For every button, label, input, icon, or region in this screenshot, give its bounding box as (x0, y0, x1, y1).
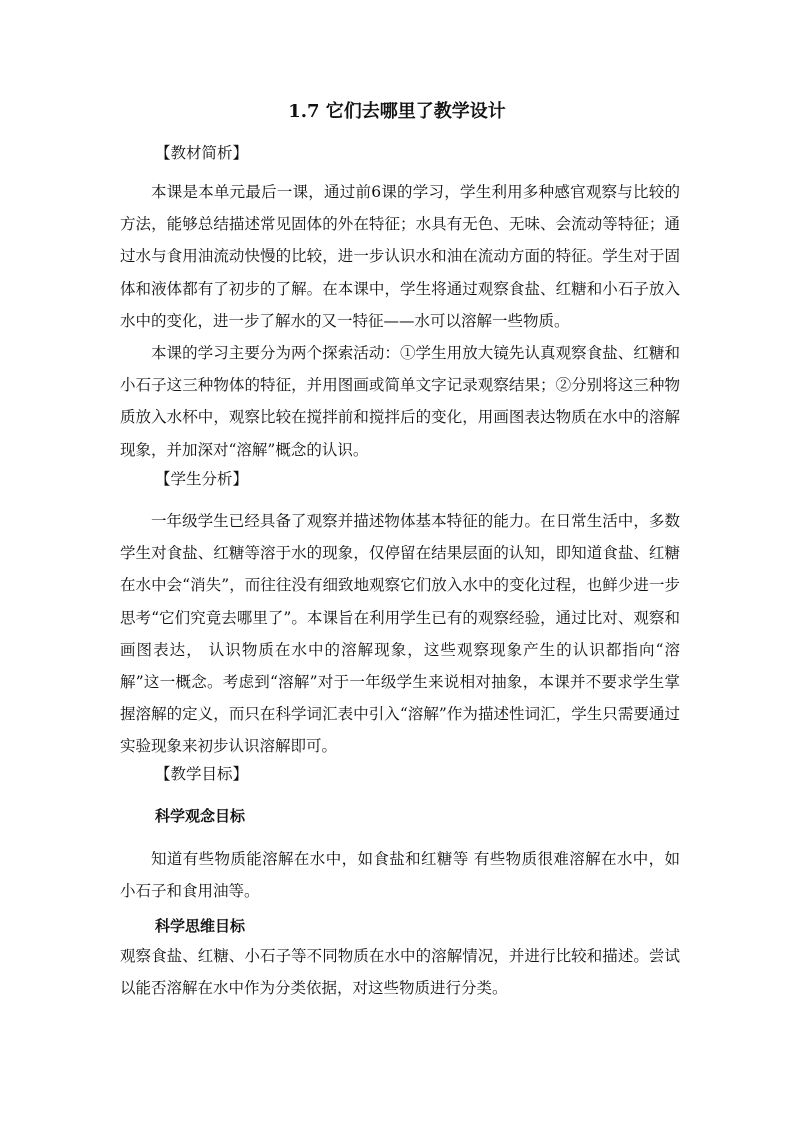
paragraph-text: 知道有些物质能溶解在水中，如食盐和红糖等 有些物质很难溶解在水中，如小石子和食用油等。 (120, 850, 680, 901)
section-heading-material: 【教材简析】 (155, 144, 249, 162)
section-heading-goals: 【教学目标】 (155, 765, 249, 783)
paragraph-text: 本课的学习主要分为两个探索活动：①学生用放大镜先认真观察食盐、红糖和小石子这三种物体的特征，并用图画或简单文字记录观察结果；②分别将这三种物质放入水杯中，观察比较在搅拌前和搅拌后的变化，用画图表达物质在水中的溶解现象，并加深对“溶解”概念的认识。 (120, 344, 680, 459)
paragraph-material-1 (120, 176, 680, 337)
paragraph-concept-goal (120, 843, 680, 907)
paragraph-text: 观察食盐、红糖、小石子等不同物质在水中的溶解情况，并进行比较和描述。尝试以能否溶解在水中作为分类依据，对这些物质进行分类。 (120, 947, 680, 998)
paragraph-text: 一年级学生已经具备了观察并描述物体基本特征的能力。在日常生活中，多数学生对食盐、红糖等溶于水的现象，仅停留在结果层面的认知，即知道食盐、红糖在水中会“消失”，而往往没有细致地观察它们放入水中的变化过程，也鲜少进一步思考“它们究竟去哪里了”。本课旨在利用学生已有的观察经验，通过比对、观察和画图表达， 认识物质在水中的溶解现象，这些观察现象产生的认识都指向“溶解”这一概念。考虑到“溶解”对于一年级学生来说相对抽象，本课并不要求学生掌握溶解的定义，而只在科学词汇表中引入“溶解”作为描述性词汇，学生只需要通过实验现象来初步认识溶解即可。 (120, 512, 680, 756)
paragraph-text: 本课是本单元最后一课，通过前6课的学习，学生利用多种感官观察与比较的方法，能够总结描述常见固体的外在特征；水具有无色、无味、会流动等特征；通过水与食用油流动快慢的比较，进一步认识水和油在流动方面的特征。学生对于固体和液体都有了初步的了解。在本课中，学生将通过观察食盐、红糖和小石子放入水中的变化，进一步了解水的又一特征——水可以溶解一些物质。 (120, 183, 680, 330)
subheading-concept-goal: 科学观念目标 (155, 807, 246, 825)
subheading-thinking-goal: 科学思维目标 (155, 917, 246, 935)
paragraph-material-2 (120, 337, 680, 466)
section-heading-student: 【学生分析】 (155, 470, 249, 488)
paragraph-thinking-goal (120, 940, 680, 1004)
document-title: 1.7 它们去哪里了教学设计 (288, 101, 506, 122)
paragraph-student-1 (120, 505, 680, 763)
